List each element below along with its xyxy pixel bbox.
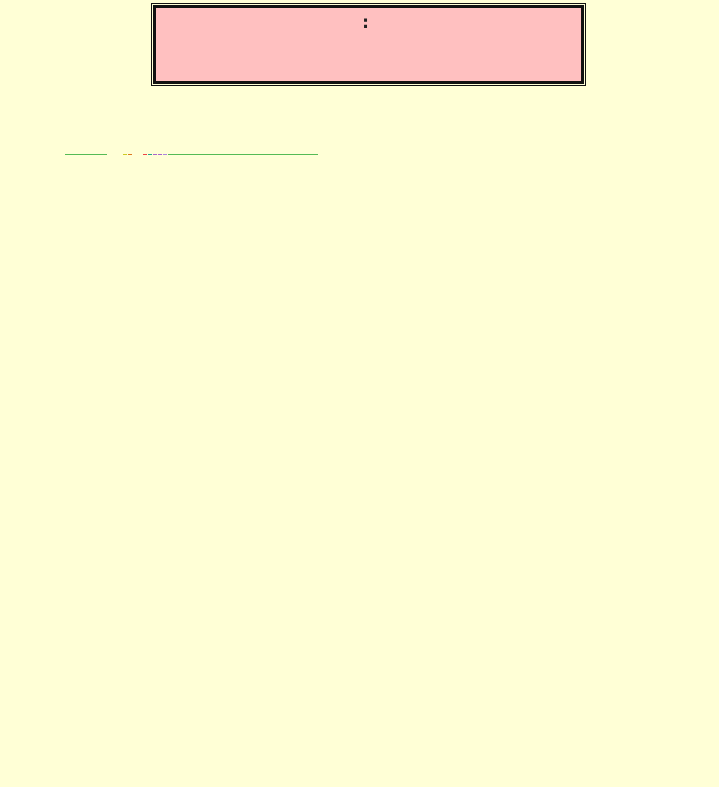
header-precip — [148, 154, 152, 155]
station-header-box — [153, 5, 584, 84]
header-date — [65, 154, 107, 155]
header-visibility — [163, 154, 167, 155]
header-td — [123, 154, 127, 155]
station-coordinates — [156, 50, 581, 65]
header-total-cloud — [153, 154, 157, 155]
header-hr — [128, 154, 132, 155]
header-daily-summary — [168, 154, 318, 155]
station-title: : — [362, 13, 375, 33]
header-low-cloud — [158, 154, 162, 155]
header-pressure — [143, 154, 147, 155]
daily-summary-table — [64, 153, 319, 156]
